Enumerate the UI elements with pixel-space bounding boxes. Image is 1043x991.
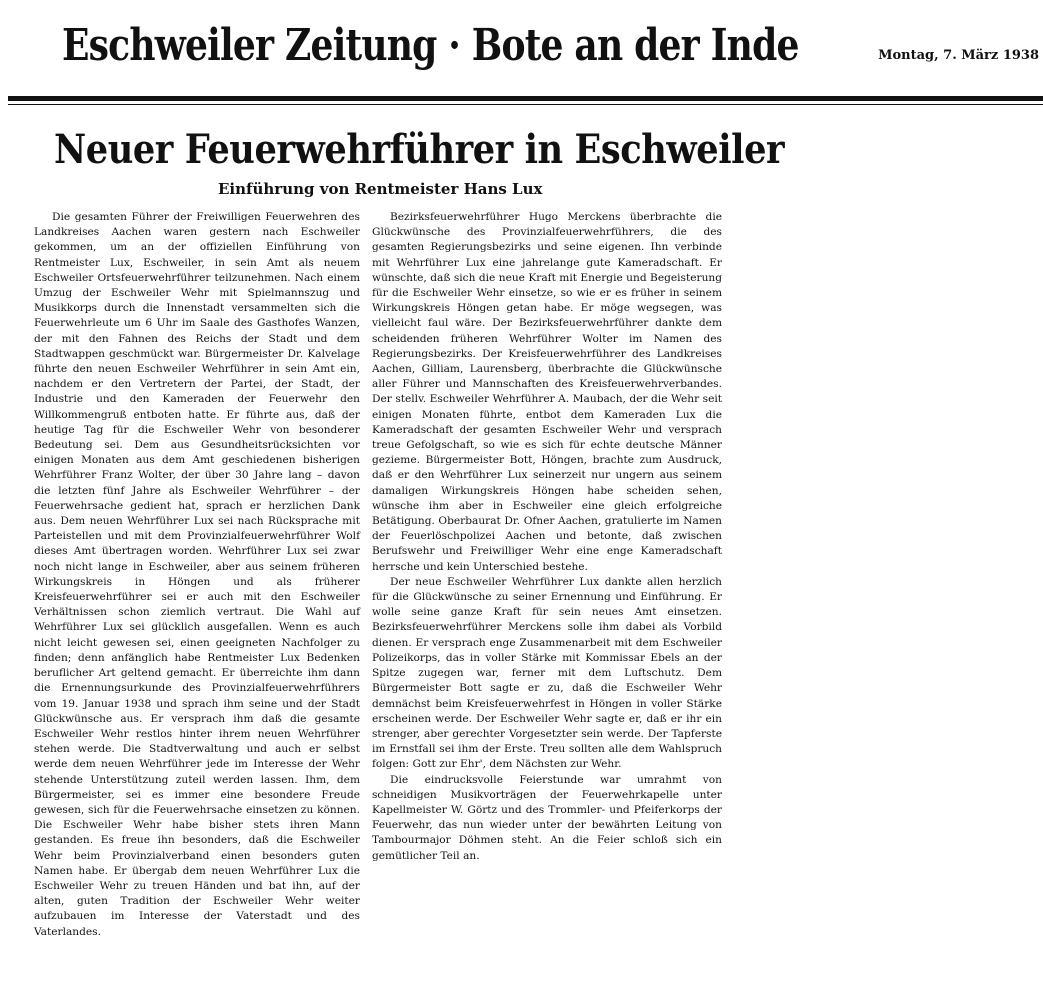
issue-date: Montag, 7. März 1938: [878, 48, 1039, 63]
newspaper-masthead: Eschweiler Zeitung · Bote an der Inde: [62, 20, 799, 71]
masthead-rule-thick: [8, 96, 1043, 101]
article-paragraph: Die eindrucksvolle Feierstunde war umrahmt von schneidigen Musikvorträgen der Feuerwehrkapelle unter Kapellmeister W. Görtz und des Trommler- und Pfeiferkorps der Feuerwehr, das nun wieder unter der bewährten Leitung von Tambourmajor Döhmen steht. An die Feier schloß sich ein gemütlicher Teil an.: [372, 773, 722, 862]
article-column-left: [34, 210, 360, 940]
article-subheadline: Einführung von Rentmeister Hans Lux: [218, 180, 543, 198]
masthead-rule-thin: [8, 104, 1043, 105]
article-headline: Neuer Feuerwehrführer in Eschweiler: [54, 126, 785, 173]
article-paragraph: Die gesamten Führer der Freiwilligen Feuerwehren des Landkreises Aachen waren gestern nach Eschweiler gekommen, um an der offiziellen Einführung von Rentmeister Lux, Eschweiler, in sein Amt als neuem Eschweiler Ortsfeuerwehrführer teilzunehmen. Nach einem Umzug der Eschweiler Wehr mit Spielmannszug und Musikkorps durch die Innenstadt versammelten sich die Feuerwehrleute um 6 Uhr im Saale des Gasthofes Wanzen, der mit den Fahnen des Reichs der Stadt und dem Stadtwappen geschmückt war. Bürgermeister Dr. Kalvelage führte den neuen Eschweiler Wehrführer in sein Amt ein, nachdem er den Vertretern der Partei, der Stadt, der Industrie und den Kameraden der Feuerwehr den Willkommengruß entboten hatte. Er führte aus, daß der heutige Tag für die Eschweiler Wehr von besonderer Bedeutung sei. Dem aus Gesundheitsrücksichten vor einigen Monaten aus dem Amt geschiedenen bisherigen Wehrführer Franz Wolter, der über 30 Jahre lang – davon die letzten fünf Jahre als Eschweiler Wehrführer – der Feuerwehrsache gedient hat, sprach er herzlichen Dank aus. Dem neuen Wehrführer Lux sei nach Rücksprache mit Parteistellen und mit dem Provinzialfeuerwehrführer Wolf dieses Amt übertragen worden. Wehrführer Lux sei zwar noch nicht lange in Eschweiler, aber aus seinem früheren Wirkungskreis in Höngen und als früherer Kreisfeuerwehrführer sei er auch mit den Eschweiler Verhältnissen schon ziemlich vertraut. Die Wahl auf Wehrführer Lux sei glücklich ausgefallen. Wenn es auch nicht leicht gewesen sei, einen geeigneten Nachfolger zu finden; denn anfänglich habe Rentmeister Lux Bedenken beruflicher Art geltend gemacht. Er überreichte ihm dann die Ernennungsurkunde des Provinzialfeuerwehrführers vom 19. Januar 1938 und sprach ihm seine und der Stadt Glückwünsche aus. Er versprach ihm daß die gesamte Eschweiler Wehr restlos hinter ihrem neuen Wehrführer stehen werde. Die Stadtverwaltung und auch er selbst werde dem neuen Wehrführer jede im Interesse der Wehr stehende Unterstützung zuteil werden lassen. Ihm, dem Bürgermeister, sei es immer eine besondere Freude gewesen, sich für die Feuerwehrsache einsetzen zu können. Die Eschweiler Wehr habe bisher stets ihren Mann gestanden. Es freue ihn besonders, daß die Eschweiler Wehr beim Provinzialverband einen besonders guten Namen habe. Er übergab dem neuen Wehrführer Lux die Eschweiler Wehr zu treuen Händen und bat ihn, auf der alten, guten Tradition der Eschweiler Wehr weiter aufzubauen im Interesse der Vaterstadt und des Vaterlandes.: [34, 211, 360, 938]
article-paragraph: Bezirksfeuerwehrführer Hugo Merckens überbrachte die Glückwünsche des Provinzialfeuerwehrführers, die des gesamten Regierungsbezirks und seine eigenen. Ihn verbinde mit Wehrführer Lux eine jahrelange gute Kameradschaft. Er wünschte, daß sich die neue Kraft mit Energie und Begeisterung für die Eschweiler Wehr einsetze, so wie er es früher in seinem Wirkungskreis Höngen getan habe. Er möge wegsegen, was vielleicht faul wäre. Der Bezirksfeuerwehrführer dankte dem scheidenden früheren Wehrführer Wolter im Namen des Regierungsbezirks. Der Kreisfeuerwehrführer des Landkreises Aachen, Gilliam, Laurensberg, überbrachte die Glückwünsche aller Führer und Mannschaften des Kreisfeuerwehrverbandes. Der stellv. Eschweiler Wehrführer A. Maubach, der die Wehr seit einigen Monaten führte, entbot dem Kameraden Lux die Kameradschaft der gesamten Eschweiler Wehr und versprach treue Gefolgschaft, so wie es sich für echte deutsche Männer gezieme. Bürgermeister Bott, Höngen, brachte zum Ausdruck, daß er den Wehrführer Lux seinerzeit nur ungern aus seinem damaligen Wirkungskreis Höngen habe scheiden sehen, wünsche ihm aber in Eschweiler eine gleich erfolgreiche Betätigung. Oberbaurat Dr. Ofner Aachen, gratulierte im Namen der Feuerlöschpolizei Aachen und betonte, daß zwischen Berufswehr und Freiwilliger Wehr eine enge Kameradschaft herrsche und kein Unterschied bestehe.: [372, 211, 722, 573]
article-column-right: [372, 210, 722, 864]
article-paragraph: Der neue Eschweiler Wehrführer Lux dankte allen herzlich für die Glückwünsche zu seiner Ernennung und Einführung. Er wolle seine ganze Kraft für sein neues Amt einsetzen. Bezirksfeuerwehrführer Merckens solle ihm dabei als Vorbild dienen. Er versprach enge Zusammenarbeit mit dem Eschweiler Polizeikorps, das in voller Stärke mit Kommissar Ebels an der Spitze zugegen war, ferner mit dem Luftschutz. Dem Bürgermeister Bott sagte er zu, daß die Eschweiler Wehr demnächst beim Kreisfeuerwehrfest in Höngen in voller Stärke erscheinen werde. Der Eschweiler Wehr sagte er, daß er ihr ein strenger, aber gerechter Vorgesetzter sein werde. Der Tapferste im Ernstfall sei ihm der Erste. Treu sollten alle dem Wahlspruch folgen: Gott zur Ehr', dem Nächsten zur Wehr.: [372, 575, 722, 771]
